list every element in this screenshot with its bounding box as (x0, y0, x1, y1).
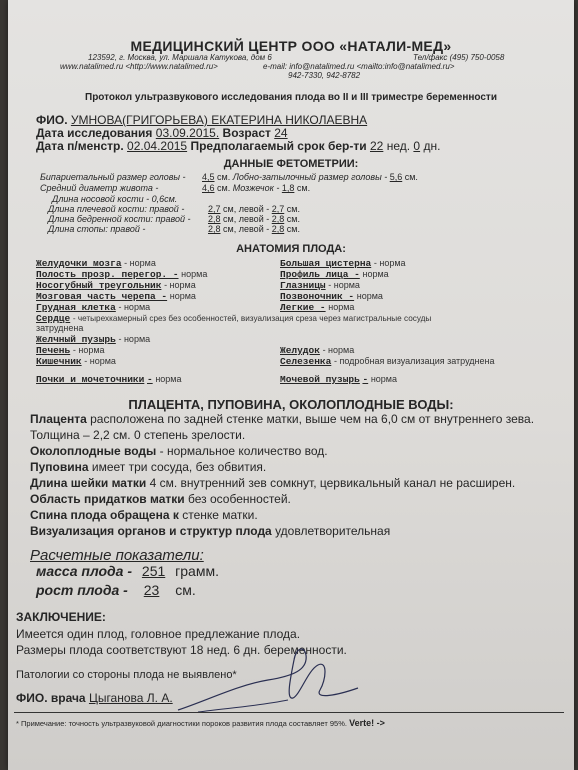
term-days: 0 (413, 139, 421, 153)
conclusion-line-2: Размеры плода соответствуют 18 нед. 6 дн. беременности. (16, 643, 347, 657)
chest-value: - норма (118, 302, 151, 312)
cavum-value: норма (181, 269, 208, 279)
cisterna-magna-label: Большая цистерна (280, 258, 372, 269)
placenta-thickness: Толщина – 2,2 см. 0 степень зрелости. (30, 428, 246, 442)
fetometry-title: ДАННЫЕ ФЕТОМЕТРИИ: (223, 158, 359, 170)
humerus-left: 2,7 (271, 204, 285, 214)
femur-row (208, 214, 300, 224)
spleen-label: Селезенка (280, 356, 332, 367)
anatomy-item-lungs (280, 302, 354, 313)
footnote-divider (14, 712, 564, 713)
stomach-label: Желудок (280, 345, 320, 356)
fio-label: ФИО. (36, 113, 68, 127)
calc-title: Расчетные показатели: (30, 547, 204, 564)
placenta-label: Плацента (30, 412, 87, 426)
anatomy-title: АНАТОМИЯ ПЛОДА: (236, 243, 346, 255)
back-text: стенке матки. (182, 508, 258, 522)
foot-cm-end: см. (286, 224, 300, 234)
femur-right: 2,8 (208, 214, 221, 224)
face-profile-value: норма (362, 269, 389, 279)
foot-cm: см, (223, 224, 237, 234)
humerus-cm-end: см. (286, 204, 300, 214)
amniotic-fluid-label: Околоплодные воды (30, 444, 157, 458)
conclusion-line-1: Имеется один плод, головное предлежание плода. (16, 627, 301, 641)
clinic-address: 123592, г. Москва, ул. Маршала Катукова, дом 6 (88, 53, 272, 62)
bpd-row (202, 172, 418, 182)
heart-label: Сердце (36, 313, 71, 324)
visualization-text: удовлетворительная (275, 524, 391, 538)
femur-cm: см, (223, 214, 237, 224)
height-row (36, 582, 196, 598)
anatomy-item-stomach (280, 345, 354, 356)
anatomy-item-heart-cont (36, 323, 83, 334)
anatomy-item-face-profile (280, 269, 389, 280)
verte-note: Verte! -> (349, 718, 385, 728)
placenta-title: ПЛАЦЕНТА, ПУПОВИНА, ОКОЛОПЛОДНЫЕ ВОДЫ: (128, 397, 454, 412)
cerebellum-unit: см. (296, 183, 311, 193)
doctor-signature (168, 640, 368, 720)
anatomy-item-heart (36, 313, 431, 324)
age-value: 24 (274, 126, 288, 140)
bowel-value: - норма (84, 356, 116, 366)
footnote-text: * Примечание: точность ультразвуковой диагностики пороков развития плода составляет 95%. (16, 719, 347, 728)
anatomy-item-orbits (280, 280, 360, 291)
humerus-right: 2,7 (208, 204, 221, 214)
placenta-text: расположена по задней стенке матки, выше чем на 6,0 см от внутреннего зева. (90, 412, 535, 426)
anatomy-item-bladder (280, 374, 397, 385)
heart-value: - четырехкамерный срез без особенностей, визуализация среза через магистральные сосуды (72, 314, 432, 323)
spine-label: Позвоночник - (280, 291, 355, 302)
face-profile-label: Профиль лица - (280, 269, 360, 280)
clinic-phone-2: 942-7330, 942-8782 (288, 71, 361, 80)
visualization-line (30, 524, 390, 538)
cervix-line (30, 476, 515, 490)
patient-name-row (36, 113, 367, 127)
stomach-value: - норма (322, 345, 355, 355)
liver-label: Печень (36, 345, 71, 356)
bladder-value: норма (370, 374, 397, 384)
mass-unit: грамм. (175, 563, 219, 579)
femur-left-label: левой - (238, 214, 270, 224)
umbilical-label: Пуповина (30, 460, 89, 474)
lmp-row (36, 139, 440, 153)
height-unit: см. (175, 582, 196, 598)
height-value: 23 (143, 582, 160, 598)
spine-value: норма (356, 291, 383, 301)
nasolabial-value: - норма (164, 280, 196, 290)
term-weeks: 22 (369, 139, 384, 153)
clinic-title: МЕДИЦИНСКИЙ ЦЕНТР ООО «НАТАЛИ-МЕД» (130, 38, 452, 54)
placenta-line (30, 412, 534, 426)
conclusion-line-3: Патологии со стороны плода не выявлено* (16, 669, 237, 681)
foot-left-label: левой - (238, 224, 270, 234)
adnexa-text: без особенностей. (188, 492, 291, 506)
ofd-label: Лобно-затылочный размер головы - (232, 172, 388, 182)
term-days-unit: дн. (423, 139, 441, 153)
ofd-value: 5,6 (389, 172, 403, 182)
orbits-value: - норма (328, 280, 360, 290)
doctor-value: Цыганова Л. А. (88, 691, 173, 705)
foot-label: Длина стопы: правой - (48, 224, 146, 234)
femur-left: 2,8 (271, 214, 285, 224)
adnexa-line (30, 492, 291, 506)
exam-date-row (36, 126, 288, 140)
cervix-text: 4 см. внутренний зев сомкнут, цервикальный канал не расширен. (149, 476, 516, 490)
anatomy-item-brain-ventricles (36, 258, 156, 269)
footnote (16, 718, 385, 728)
skull-label: Мозговая часть черепа - (36, 291, 168, 302)
doctor-label: ФИО. врача (16, 691, 86, 705)
exam-date-value: 03.09.2015. (155, 126, 220, 140)
liver-value: - норма (72, 345, 105, 355)
heart-value-cont: затруднена (36, 323, 84, 333)
clinic-website: www.natalimed.ru <http://www.natalimed.ru> (60, 62, 218, 71)
adnexa-label: Область придатков матки (30, 492, 185, 506)
humerus-label: Длина плечевой кости: правой - (48, 204, 185, 214)
protocol-title: Протокол ультразвукового исследования плода во II и III триместре беременности (85, 92, 497, 103)
spleen-value: - подробная визуализация затруднена (333, 356, 495, 366)
brain-ventricles-value: - норма (124, 258, 156, 268)
cerebellum-value: 1,8 (281, 183, 295, 193)
fio-value: УМНОВА(ГРИГОРЬЕВА) ЕКАТЕРИНА НИКОЛАЕВНА (70, 113, 368, 127)
lmp-label: Дата п/менстр. (36, 139, 124, 153)
cervix-label: Длина шейки матки (30, 476, 147, 490)
femur-cm-end: см. (286, 214, 300, 224)
lmp-value: 02.04.2015 (127, 139, 188, 153)
kidneys-label: Почки и мочеточники (36, 374, 145, 385)
kidneys-value: норма (155, 374, 182, 384)
abd-unit: см. (217, 183, 231, 193)
umbilical-text: имеет три сосуда, без обвития. (91, 460, 267, 474)
foot-right: 2,8 (208, 224, 221, 234)
mass-row (36, 563, 219, 579)
cisterna-magna-value: - норма (373, 258, 406, 268)
anatomy-item-nasolabial (36, 280, 196, 291)
anatomy-item-bowel (36, 356, 116, 367)
abd-row (202, 183, 310, 193)
bladder-label: Мочевой пузырь (280, 374, 360, 385)
doctor-row (16, 691, 173, 705)
orbits-label: Глазницы (280, 280, 326, 291)
mass-label: масса плода - (36, 563, 133, 579)
bowel-label: Кишечник (36, 356, 82, 367)
umbilical-line (30, 460, 266, 474)
humerus-cm: см, (223, 204, 237, 214)
anatomy-item-gallbladder (36, 334, 150, 345)
anatomy-item-spine (280, 291, 383, 302)
brain-ventricles-label: Желудочки мозга (36, 258, 122, 269)
anatomy-item-kidneys (36, 374, 182, 385)
back-line (30, 508, 258, 522)
clinic-phone: Тел/факс (495) 750-0058 (413, 53, 505, 62)
ofd-unit: см. (404, 172, 418, 182)
bpd-value: 4,5 (202, 172, 215, 182)
lungs-label: Легкие - (280, 302, 326, 313)
foot-left: 2,8 (271, 224, 285, 234)
nasolabial-label: Носогубный треугольник (36, 280, 162, 291)
anatomy-item-cisterna-magna (280, 258, 406, 269)
chest-label: Грудная клетка (36, 302, 116, 313)
back-label: Спина плода обращена к (30, 508, 179, 522)
lungs-value: норма (328, 302, 355, 312)
kidneys-dash: - (146, 374, 153, 385)
foot-row (208, 224, 300, 234)
abd-value: 4,6 (202, 183, 215, 193)
height-label: рост плода - (36, 582, 128, 598)
protocol-sheet (8, 0, 574, 770)
anatomy-item-skull (36, 291, 196, 302)
mass-value: 251 (141, 563, 166, 579)
gallbladder-label: Желчный пузырь (36, 334, 116, 345)
nasal-bone-label: Длина носовой кости - 0,6см. (52, 194, 178, 204)
humerus-left-label: левой - (238, 204, 270, 214)
skull-value: норма (169, 291, 196, 301)
anatomy-item-chest (36, 302, 150, 313)
bladder-dash: - (362, 374, 369, 385)
cavum-label: Полость прозр. перегор. - (36, 269, 179, 280)
term-weeks-unit: нед. (386, 139, 411, 153)
anatomy-item-spleen (280, 356, 494, 367)
bpd-unit: см. (217, 172, 231, 182)
cerebellum-label: Мозжечок - (232, 183, 280, 193)
abd-label: Средний диаметр живота - (40, 183, 159, 193)
anatomy-item-liver (36, 345, 105, 356)
exam-date-label: Дата исследования (36, 126, 153, 140)
bpd-label: Бипариетальный размер головы - (40, 172, 186, 182)
term-label: Предполагаемый срок бер-ти (190, 139, 367, 153)
conclusion-title: ЗАКЛЮЧЕНИЕ: (16, 610, 106, 624)
anatomy-item-cavum (36, 269, 207, 280)
amniotic-fluid-text: - нормальное количество вод. (159, 444, 328, 458)
amniotic-fluid-line (30, 444, 328, 458)
visualization-label: Визуализация органов и структур плода (30, 524, 272, 538)
gallbladder-value: - норма (118, 334, 151, 344)
age-label: Возраст (222, 126, 271, 140)
humerus-row (208, 204, 300, 214)
femur-label: Длина бедренной кости: правой - (48, 214, 191, 224)
clinic-email: e-mail: info@natalimed.ru <mailto:info@natalimed.ru> (263, 62, 455, 71)
